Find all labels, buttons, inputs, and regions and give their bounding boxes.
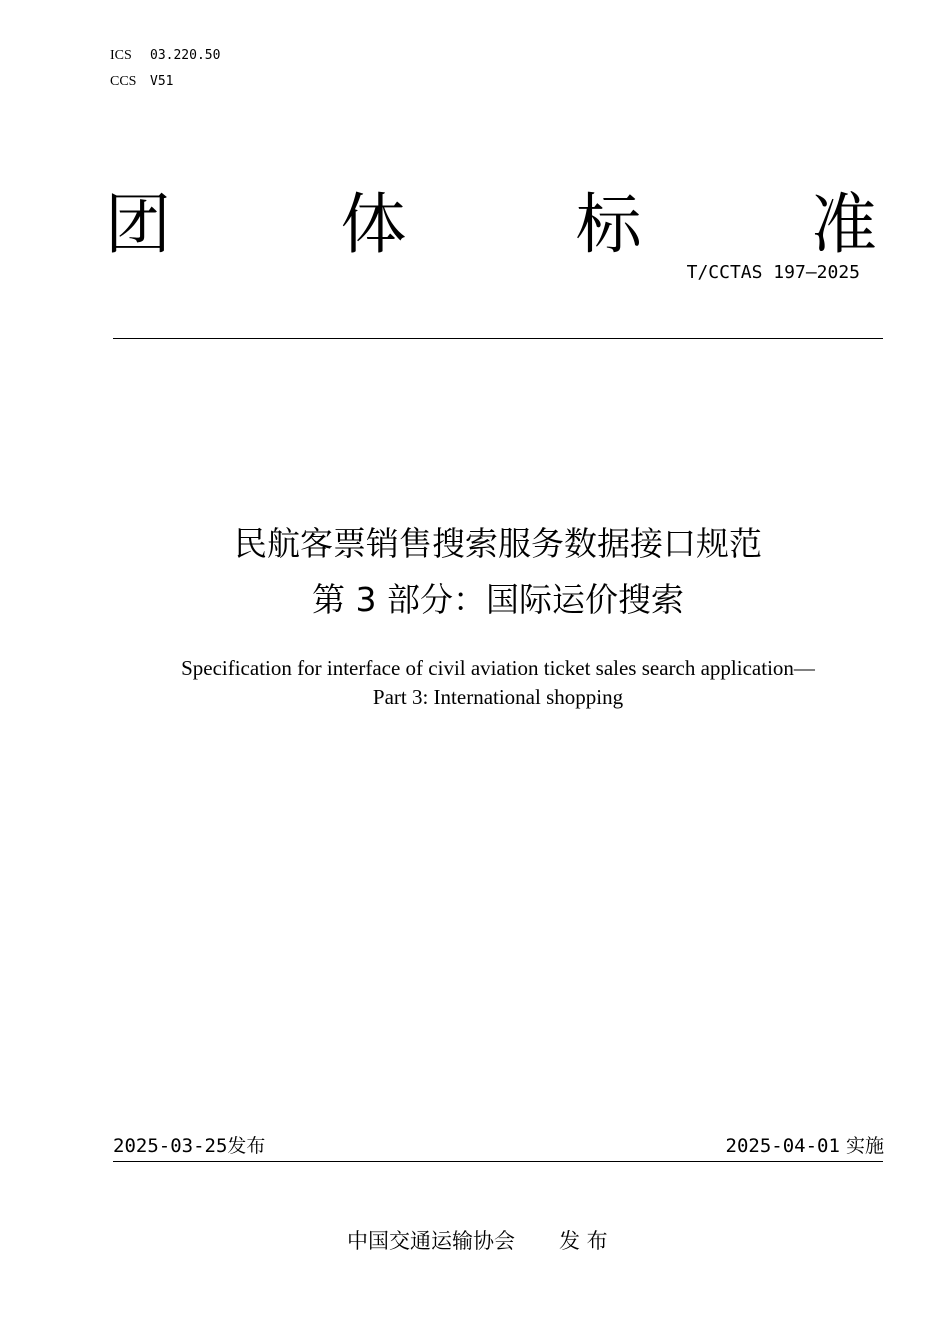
implementation-date-word: 实施 bbox=[845, 1135, 884, 1157]
issue-date-value: 2025-03-25 bbox=[113, 1135, 228, 1157]
heading-char-3: 标 bbox=[575, 186, 642, 263]
issue-date-word: 发布 bbox=[227, 1135, 266, 1157]
ccs-label: CCS bbox=[110, 74, 137, 89]
issue-date bbox=[113, 1133, 265, 1159]
heading-char-1: 团 bbox=[105, 186, 171, 263]
ccs-value: V51 bbox=[150, 74, 174, 89]
english-title-line-1: Specification for interface of civil aviation ticket sales search application— bbox=[181, 656, 815, 680]
publisher-name: 中国交通运输协会 bbox=[347, 1229, 515, 1253]
chinese-title-line-1: 民航客票销售搜索服务数据接口规范 bbox=[234, 524, 762, 563]
implementation-date-value: 2025-04-01 bbox=[725, 1135, 840, 1157]
heading-char-4: 准 bbox=[810, 186, 877, 263]
chinese-title-line-2: 第 3 部分：国际运价搜索 bbox=[312, 580, 684, 619]
ics-value: 03.220.50 bbox=[150, 48, 221, 63]
standard-number: T/CCTAS 197—2025 bbox=[686, 262, 860, 283]
publisher-action: 发 布 bbox=[559, 1229, 608, 1253]
ics-code bbox=[110, 46, 220, 65]
standard-type-heading bbox=[105, 185, 877, 265]
ics-label: ICS bbox=[110, 48, 132, 63]
english-title-line-2: Part 3: International shopping bbox=[372, 685, 624, 709]
top-divider bbox=[113, 338, 883, 339]
bottom-divider bbox=[113, 1161, 883, 1162]
implementation-date bbox=[726, 1133, 884, 1159]
ccs-code bbox=[110, 72, 173, 91]
publisher-line bbox=[347, 1227, 608, 1255]
heading-char-2: 体 bbox=[340, 186, 407, 263]
